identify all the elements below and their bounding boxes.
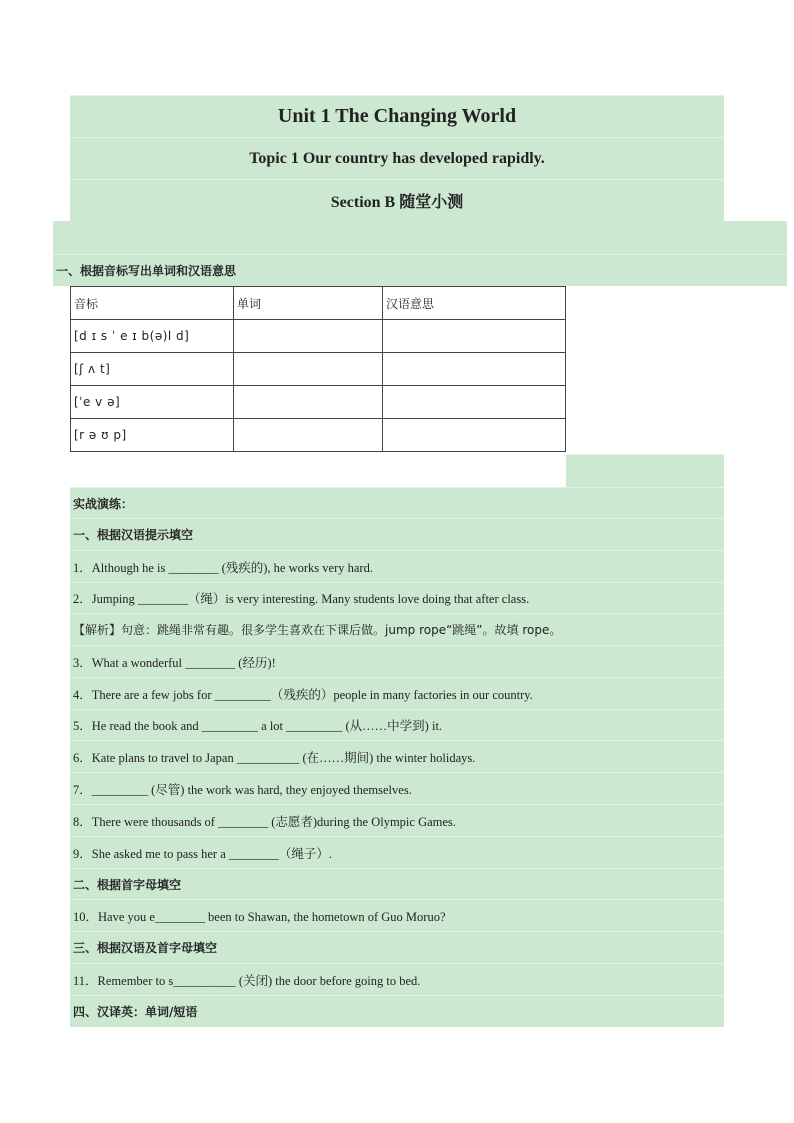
question-10: 10．Have you e________ been to Shawan, the hometown of Guo Moruo? (70, 899, 724, 931)
question-2: 2．Jumping ________（绳）is very interesting. Many students love doing that after class. (70, 582, 724, 613)
meaning-cell[interactable] (383, 320, 566, 353)
phonetic-cell: [ʃ ʌ t] (71, 353, 234, 386)
word-cell[interactable] (234, 353, 383, 386)
question-1: 1．Although he is ________ (残疾的), he works very hard. (70, 550, 724, 582)
word-cell[interactable] (234, 320, 383, 353)
table-row (71, 386, 566, 419)
section-3-heading: 三、根据汉语及首字母填空 (70, 931, 724, 963)
section-4-heading: 四、汉译英：单词/短语 (70, 995, 724, 1027)
table-row (71, 353, 566, 386)
phonetic-cell: [r ə ʊ p] (71, 419, 234, 452)
question-11: 11．Remember to s__________ (关闭) the door before going to bed. (70, 963, 724, 995)
practice-heading: 实战演练： (70, 487, 724, 518)
question-2-analysis: 【解析】句意：跳绳非常有趣。很多学生喜欢在下课后做。jump rope“跳绳”。故填 rope。 (70, 613, 724, 645)
unit-title (70, 95, 724, 137)
header-phonetic: 音标 (71, 287, 234, 320)
unit-title-text: Unit 1 The Changing World (277, 105, 517, 127)
phonetic-cell: [ˈe v ə] (71, 386, 234, 419)
phonetic-table (70, 286, 566, 452)
word-cell[interactable] (234, 419, 383, 452)
header-meaning: 汉语意思 (383, 287, 566, 320)
question-3: 3．What a wonderful ________ (经历)! (70, 645, 724, 677)
meaning-cell[interactable] (383, 353, 566, 386)
question-8: 8．There were thousands of ________ (志愿者)during the Olympic Games. (70, 804, 724, 836)
meaning-cell[interactable] (383, 386, 566, 419)
table-row (71, 419, 566, 452)
topic-title-text: Topic 1 Our country has developed rapidly. (249, 149, 545, 167)
part1-heading-row (53, 254, 787, 286)
section-1-heading: 一、根据汉语提示填空 (70, 518, 724, 550)
question-7: 7．_________ (尽管) the work was hard, they enjoyed themselves. (70, 772, 724, 804)
section-title (70, 179, 724, 221)
header-word: 单词 (234, 287, 383, 320)
question-6: 6．Kate plans to travel to Japan __________ (在……期间) the winter holidays. (70, 740, 724, 772)
meaning-cell[interactable] (383, 419, 566, 452)
spacer-band (53, 221, 787, 254)
word-cell[interactable] (234, 386, 383, 419)
question-9: 9．She asked me to pass her a ________（绳子）. (70, 836, 724, 868)
part1-heading: 一、根据音标写出单词和汉语意思 (56, 264, 237, 278)
section-title-text: Section B 随堂小测 (330, 194, 464, 211)
question-5: 5．He read the book and _________ a lot _________ (从……中学到) it. (70, 709, 724, 740)
table-header-row (71, 287, 566, 320)
section-2-heading: 二、根据首字母填空 (70, 868, 724, 899)
topic-title (70, 137, 724, 179)
practice-spacer (566, 454, 724, 487)
question-4: 4．There are a few jobs for _________（残疾的）people in many factories in our country. (70, 677, 724, 709)
phonetic-cell: [d ɪ s ˈ e ɪ b(ə)l d] (71, 320, 234, 353)
table-row (71, 320, 566, 353)
